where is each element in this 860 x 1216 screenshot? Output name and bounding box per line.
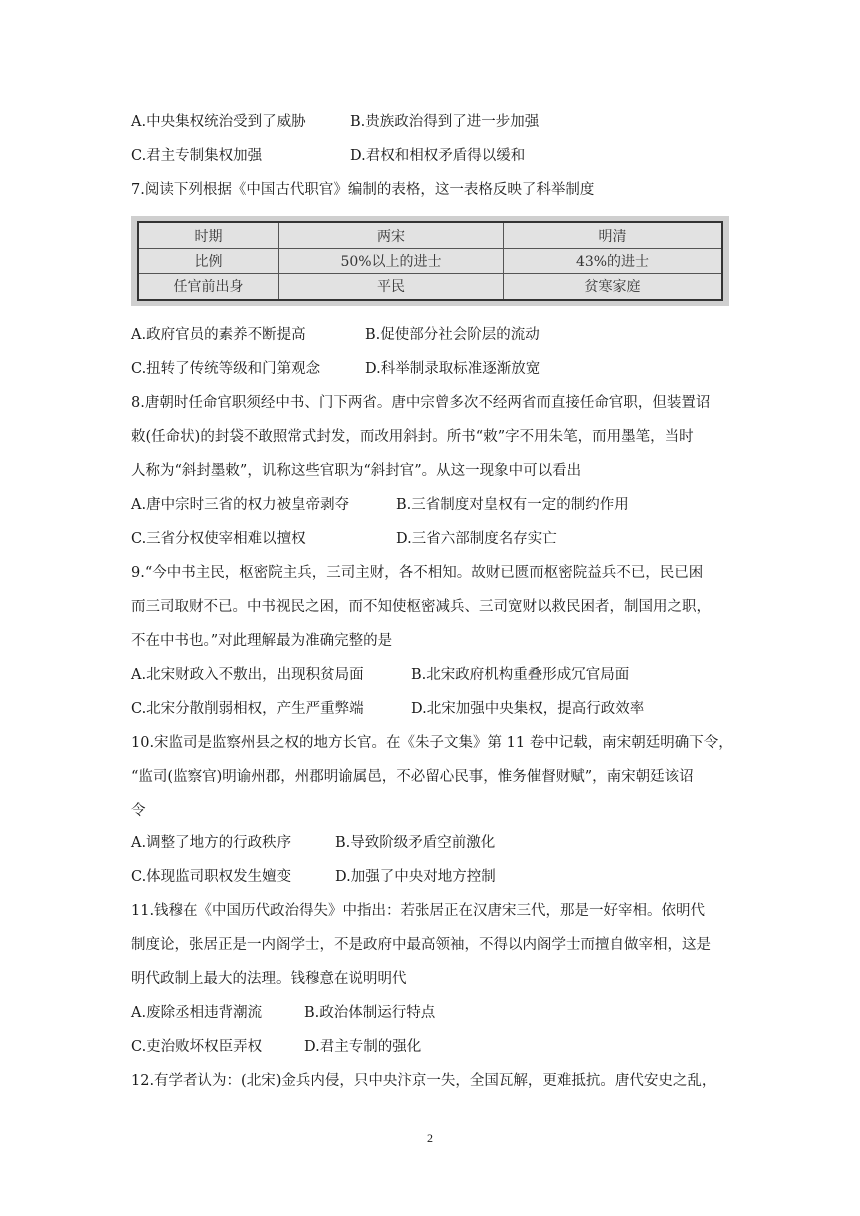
table-cell: 50%以上的进士 [279, 248, 504, 273]
q7-option-d: D.科举制录取标准逐渐放宽 [365, 361, 541, 377]
q8-option-b: B.三省制度对皇权有一定的制约作用 [396, 497, 629, 513]
q7-option-a: A.政府官员的素养不断提高 [131, 327, 306, 343]
q11-option-a: A.废除丞相违背潮流 [131, 1005, 263, 1021]
table-cell: 比例 [139, 248, 279, 273]
q7-table [137, 221, 723, 301]
q7-stem: 7.阅读下列根据《中国古代职官》编制的表格，这一表格反映了科举制度 [131, 182, 595, 198]
q10-option-a: A.调整了地方的行政秩序 [131, 835, 292, 851]
q11-stem-line-1: 11.钱穆在《中国历代政治得失》中指出：若张居正在汉唐宋三代，那是一好宰相。依明代 [131, 903, 706, 919]
q10-stem-line-2: “监司(监察官)明谕州郡，州郡明谕属邑，不必留心民事，惟务催督财赋”，南宋朝廷该诏 [131, 769, 694, 785]
q7-option-c: C.扭转了传统等级和门第观念 [131, 361, 321, 377]
table-cell: 43%的进士 [575, 253, 650, 270]
q12-stem-line-1: 12.有学者认为：(北宋)金兵内侵，只中央汴京一失，全国瓦解，更难抵抗。唐代安史之乱， [131, 1073, 717, 1089]
q8-stem-line-2: 敕(任命状)的封袋不敢照常式封发，而改用斜封。所书“敕”字不用朱笔，而用墨笔，当时 [131, 429, 694, 445]
q9-stem-line-3: 不在中书也。”对此理解最为准确完整的是 [131, 633, 393, 649]
q6-option-b: B.贵族政治得到了进一步加强 [350, 114, 540, 130]
q9-stem-line-1: 9.“今中书主民，枢密院主兵，三司主财，各不相知。故财已匮而枢密院益兵不已，民已困 [131, 565, 704, 581]
q9-option-b: B.北宋政府机构重叠形成冗官局面 [411, 667, 630, 683]
table-header-cell: 两宋 [279, 223, 504, 248]
q10-option-c: C.体现监司职权发生嬗变 [131, 869, 292, 885]
q10-option-d: D.加强了中央对地方控制 [335, 869, 496, 885]
q10-stem-line-3: 令 [131, 803, 146, 819]
q7-option-b: B.促使部分社会阶层的流动 [365, 327, 540, 343]
table-cell: 任官前出身 [139, 273, 279, 299]
table-header-cell: 时期 [139, 223, 279, 248]
q6-option-c: C.君主专制集权加强 [131, 148, 263, 164]
page-number: 2 [427, 1131, 433, 1145]
table-row [139, 273, 721, 299]
q9-stem-line-2: 而三司取财不已。中书视民之困，而不知使枢密减兵、三司宽财以救民困者，制国用之职， [131, 599, 711, 615]
q9-option-a: A.北宋财政入不敷出，出现积贫局面 [131, 667, 364, 683]
q8-stem-line-3: 人称为“斜封墨敕”，讥称这些官职为“斜封官”。从这一现象中可以看出 [131, 463, 582, 479]
q8-option-a: A.唐中宗时三省的权力被皇帝剥夺 [131, 497, 350, 513]
table-cell: 贫寒家庭 [584, 279, 641, 295]
q9-option-c: C.北宋分散削弱相权，产生严重弊端 [131, 701, 364, 717]
table-cell: 平民 [279, 273, 504, 299]
q11-option-d: D.君主专制的强化 [304, 1039, 422, 1055]
q11-option-b: B.政治体制运行特点 [304, 1005, 436, 1021]
q11-option-c: C.吏治败坏权臣弄权 [131, 1039, 263, 1055]
q11-stem-line-3: 明代政制上最大的法理。钱穆意在说明明代 [131, 971, 407, 987]
q10-option-b: B.导致阶级矛盾空前激化 [335, 835, 496, 851]
q10-stem-line-1: 10.宋监司是监察州县之权的地方长官。在《朱子文集》第 11 卷中记载，南宋朝廷明确下令， [131, 735, 733, 751]
q7-table-header [139, 223, 721, 249]
q9-option-d: D.北宋加强中央集权，提高行政效率 [411, 701, 645, 717]
q6-option-a: A.中央集权统治受到了威胁 [131, 114, 306, 130]
table-header-cell: 明清 [598, 228, 627, 245]
q8-option-d: D.三省六部制度名存实亡 [396, 531, 557, 547]
q6-option-d: D.君权和相权矛盾得以缓和 [350, 148, 526, 164]
q11-stem-line-2: 制度论，张居正是一内阁学士，不是政府中最高领袖，不得以内阁学士而擅自做宰相，这是 [131, 937, 711, 953]
q7-table-image [131, 216, 729, 306]
q8-option-c: C.三省分权使宰相难以擅权 [131, 531, 306, 547]
q8-stem-line-1: 8.唐朝时任命官职须经中书、门下两省。唐中宗曾多次不经两省而直接任命官职，但装置诏 [131, 395, 711, 411]
table-row [139, 248, 721, 274]
